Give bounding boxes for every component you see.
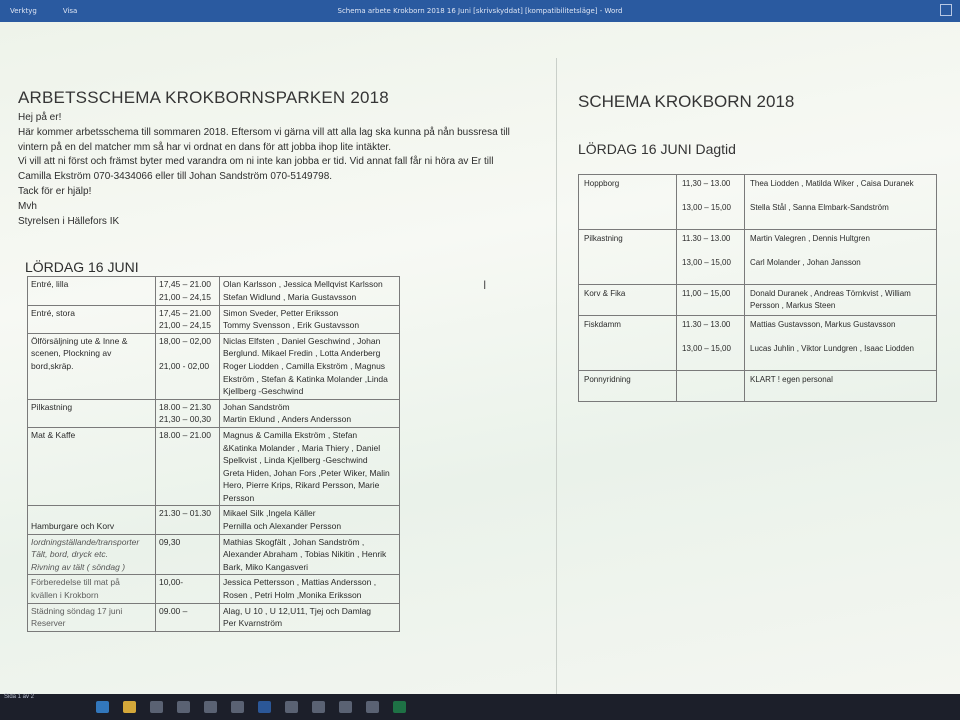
names-cell xyxy=(220,305,400,333)
store-icon[interactable] xyxy=(150,701,163,713)
time-cell xyxy=(156,277,220,305)
evening-schedule-table xyxy=(27,276,400,631)
daytime-schedule-table xyxy=(578,174,937,402)
table-row xyxy=(28,506,400,534)
activity-cell xyxy=(28,399,156,427)
cell-line: Ekström , Stefan & Katinka Molander ,Linda xyxy=(223,373,388,384)
time-cell xyxy=(156,427,220,506)
cell-line: Magnus & Camilla Ekström , Stefan xyxy=(223,429,358,440)
activity-cell: Pilkastning xyxy=(579,230,677,285)
cell-line: bord,skräp. xyxy=(31,360,74,371)
table-row xyxy=(579,285,937,316)
cell-line: Hamburgare och Korv xyxy=(31,521,115,532)
cell-line: Mat & Kaffe xyxy=(31,429,76,440)
cell-line: 21.30 – 01.30 xyxy=(159,508,211,519)
intro-line: Här kommer arbetsschema till sommaren 2018. Eftersom vi gärna vill att alla lag ska kunna på nån bussresa till xyxy=(18,126,510,138)
page-count: Sida 1 av 2 xyxy=(4,694,35,700)
slot-names: Lucas Juhlin , Viktor Lundgren , Isaac Liodden xyxy=(750,344,914,353)
cell-line: Martin Eklund , Anders Andersson xyxy=(223,414,352,425)
cell-line: Kjellberg -Geschwind xyxy=(223,386,304,397)
cell-line: Städning söndag 17 juni xyxy=(31,605,123,616)
cell-line: &Katinka Molander , Maria Thiery , Daniel xyxy=(223,442,381,453)
intro-text xyxy=(18,111,548,229)
menu-view[interactable]: Visa xyxy=(62,7,78,15)
cell-line: Niclas Elfsten , Daniel Geschwind , Johan xyxy=(223,335,381,346)
time-cell xyxy=(677,316,745,371)
intro-line: Styrelsen i Hällefors IK xyxy=(18,215,120,227)
time-cell xyxy=(156,534,220,575)
table-row xyxy=(579,230,937,285)
cell-line: scenen, Plockning av xyxy=(31,348,112,359)
names-cell xyxy=(220,575,400,603)
time-cell xyxy=(156,575,220,603)
time-cell xyxy=(677,175,745,230)
cell-line: Förberedelse till mat på xyxy=(31,577,120,588)
intro-line: Hej på er! xyxy=(18,112,62,123)
activity-cell: Fiskdamm xyxy=(579,316,677,371)
cell-line: Roger Liodden , Camilla Ekström , Magnus xyxy=(223,360,386,371)
cell-line: 18,00 – 02,00 xyxy=(159,335,211,346)
cell-line: Tält, bord, dryck etc. xyxy=(31,549,108,560)
table-row xyxy=(28,305,400,333)
cell-line: Spelkvist , Linda Kjellberg -Geschwind xyxy=(223,455,368,466)
slot-names: Stella Stål , Sanna Elmbark-Sandström xyxy=(750,203,889,212)
activity-cell xyxy=(28,506,156,534)
names-cell xyxy=(220,333,400,399)
table-row xyxy=(579,175,937,230)
table-row xyxy=(579,371,937,402)
time-cell xyxy=(156,399,220,427)
slot-names: Thea Liodden , Matilda Wiker , Caisa Duranek xyxy=(750,179,914,188)
cell-line: Johan Sandström xyxy=(223,401,290,412)
cell-line: 21,30 – 00,30 xyxy=(159,414,211,425)
cell-line: 09,30 xyxy=(159,536,181,547)
cell-line: Mathias Skogfält , Johan Sandström , xyxy=(223,536,365,547)
app-icon[interactable] xyxy=(339,701,352,713)
taskbar xyxy=(0,694,960,720)
slot-time: 13,00 – 15,00 xyxy=(682,344,731,353)
names-cell xyxy=(745,230,937,285)
slot-time: 11.30 – 13.00 xyxy=(682,320,731,329)
cell-line: 10,00- xyxy=(159,577,184,588)
cell-line: Reserver xyxy=(31,618,66,629)
chrome-icon[interactable] xyxy=(177,701,190,713)
cell-line: 17,45 – 21.00 xyxy=(159,307,211,318)
table-row xyxy=(28,399,400,427)
cell-line: Mikael Silk ,Ingela Käller xyxy=(223,508,316,519)
app-icon[interactable] xyxy=(312,701,325,713)
cell-line: Pilkastning xyxy=(31,401,73,412)
names-cell xyxy=(745,371,937,402)
time-cell xyxy=(156,506,220,534)
intro-line: Camilla Ekström 070-3434066 eller till Johan Sandström 070-5149798. xyxy=(18,171,333,183)
time-cell xyxy=(677,230,745,285)
slot-names: Mattias Gustavsson, Markus Gustavsson xyxy=(750,320,896,329)
activity-cell: Hoppborg xyxy=(579,175,677,230)
names-cell xyxy=(220,277,400,305)
app-icon[interactable] xyxy=(285,701,298,713)
table-row xyxy=(28,333,400,399)
cell-line: 21,00 – 24,15 xyxy=(159,291,211,302)
slot-time: 11,00 – 15,00 xyxy=(682,289,731,298)
activity-cell: Korv & Fika xyxy=(579,285,677,316)
cell-line: Simon Sveder, Petter Eriksson xyxy=(223,307,339,318)
time-cell xyxy=(156,603,220,631)
names-cell xyxy=(745,175,937,230)
page-title-right: SCHEMA KROKBORN 2018 xyxy=(578,92,795,111)
date-heading-right: LÖRDAG 16 JUNI Dagtid xyxy=(578,141,736,157)
names-cell xyxy=(745,316,937,371)
cell-line: Greta Hiden, Johan Fors ,Peter Wiker, Malin xyxy=(223,467,390,478)
document-area xyxy=(0,22,960,694)
cell-line: Alag, U 10 , U 12,U11, Tjej och Damlag xyxy=(223,605,372,616)
table-row xyxy=(28,534,400,575)
slot-time xyxy=(682,374,739,398)
window-control-icon[interactable] xyxy=(940,4,952,16)
slot-names: Carl Molander , Johan Jansson xyxy=(750,258,861,267)
folder-icon[interactable] xyxy=(123,701,136,713)
window-title: Schema arbete Krokborn 2018 16 Juni [skrivskyddat] [kompatibilitetsläge] - Word xyxy=(337,7,623,15)
cell-line: Jessica Pettersson , Mattias Andersson , xyxy=(223,577,377,588)
cell-line: Bark, Miko Kangasveri xyxy=(223,561,309,572)
intro-line: Mvh xyxy=(18,200,37,212)
cell-line: Persson xyxy=(223,492,255,503)
intro-line: Vi vill att ni först och främst byter med varandra om ni inte kan jobba er tid. Vid annat fall får ni höra av Er till xyxy=(18,156,494,168)
time-cell xyxy=(156,305,220,333)
activity-cell xyxy=(28,427,156,506)
table-row xyxy=(579,316,937,371)
names-cell xyxy=(220,506,400,534)
intro-line: Tack för er hjälp! xyxy=(18,185,92,197)
taskbar-icons xyxy=(96,701,406,713)
word-icon[interactable] xyxy=(258,701,271,713)
activity-cell: Ponnyridning xyxy=(579,371,677,402)
page-divider xyxy=(556,58,557,694)
cell-line: Ölförsäljning ute & Inne & xyxy=(31,335,128,346)
cell-line: Per Kvarnström xyxy=(223,618,283,629)
cell-line: 18.00 – 21.30 xyxy=(159,401,211,412)
activity-cell xyxy=(28,277,156,305)
text-cursor-icon: I xyxy=(483,278,487,292)
names-cell xyxy=(220,427,400,506)
cell-line: Rosen , Petri Holm ,Monika Eriksson xyxy=(223,590,362,601)
names-cell xyxy=(220,399,400,427)
title-bar xyxy=(0,0,960,22)
cell-line: Rivning av tält ( söndag ) xyxy=(31,561,126,572)
intro-line: vintern på en del matcher mm så har vi ordnat en dans för att jobba ihop lite intäkter. xyxy=(18,141,391,153)
app-icon[interactable] xyxy=(366,701,379,713)
page-left xyxy=(18,88,548,632)
edge-icon[interactable] xyxy=(96,701,109,713)
cell-line: 09.00 – xyxy=(159,605,188,616)
names-cell xyxy=(745,285,937,316)
table-row xyxy=(28,575,400,603)
cell-line: 21,00 – 24,15 xyxy=(159,320,211,331)
cell-line: Tommy Svensson , Erik Gustavsson xyxy=(223,320,360,331)
cell-line: Hero, Pierre Krips, Rikard Persson, Marie xyxy=(223,480,380,491)
names-cell xyxy=(220,603,400,631)
cell-line: 18.00 – 21.00 xyxy=(159,429,211,440)
cell-line: kvällen i Krokborn xyxy=(31,590,99,601)
time-cell xyxy=(156,333,220,399)
cell-line: Iordningställande/transporter xyxy=(31,536,140,547)
date-heading: LÖRDAG 16 JUNI xyxy=(25,259,139,276)
table-row xyxy=(28,277,400,305)
activity-cell xyxy=(28,305,156,333)
cell-line: Stefan Widlund , Maria Gustavsson xyxy=(223,291,357,302)
cell-line xyxy=(31,507,152,520)
cell-line: Entré, stora xyxy=(31,307,75,318)
cell-line xyxy=(159,347,216,360)
app-icon[interactable] xyxy=(231,701,244,713)
table-row xyxy=(28,603,400,631)
activity-cell xyxy=(28,603,156,631)
slot-names: Donald Duranek , Andreas Törnkvist , William Persson , Markus Steen xyxy=(750,289,911,310)
slot-names: KLART ! egen personal xyxy=(750,375,833,384)
slot-time: 13,00 – 15,00 xyxy=(682,203,731,212)
slot-time: 11,30 – 13.00 xyxy=(682,179,731,188)
cell-line: 17,45 – 21.00 xyxy=(159,279,211,290)
slot-time: 11.30 – 13.00 xyxy=(682,234,731,243)
cell-line: Olan Karlsson , Jessica Mellqvist Karlsson xyxy=(223,279,383,290)
table-row xyxy=(28,427,400,506)
cell-line: Entré, lilla xyxy=(31,279,69,290)
time-cell xyxy=(677,371,745,402)
slot-names: Martin Valegren , Dennis Hultgren xyxy=(750,234,870,243)
cell-line: 21,00 - 02,00 xyxy=(159,360,210,371)
activity-cell xyxy=(28,534,156,575)
cell-line: Berglund. Mikael Fredin , Lotta Anderberg xyxy=(223,348,381,359)
slot-time: 13,00 – 15,00 xyxy=(682,258,731,267)
page-title: ARBETSSCHEMA KROKBORNSPARKEN 2018 xyxy=(18,88,389,107)
menu-tools[interactable]: Verktyg xyxy=(10,7,37,15)
cell-line: Pernilla och Alexander Persson xyxy=(223,521,342,532)
cell-line: Alexander Abraham , Tobias Nikitin , Henrik xyxy=(223,549,387,560)
excel-icon[interactable] xyxy=(393,701,406,713)
names-cell xyxy=(220,534,400,575)
activity-cell xyxy=(28,575,156,603)
time-cell xyxy=(677,285,745,316)
page-right xyxy=(578,92,948,402)
app-icon[interactable] xyxy=(204,701,217,713)
activity-cell xyxy=(28,333,156,399)
